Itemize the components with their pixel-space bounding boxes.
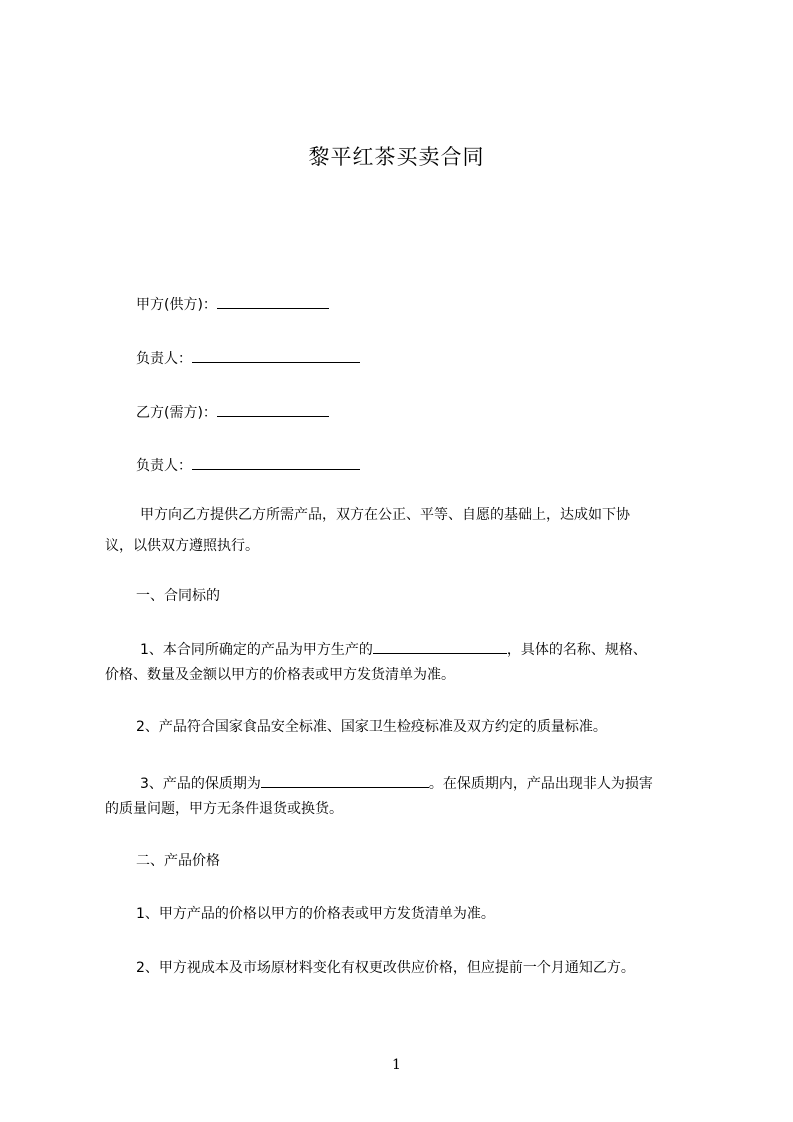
party-b-rep-line: [136, 454, 360, 476]
shelf-life-blank: [261, 772, 429, 788]
party-b-rep-label: 负责人：: [136, 458, 192, 474]
s2-item2: 2、甲方视成本及市场原材料变化有权更改供应价格，但应提前一个月通知乙方。: [136, 960, 635, 976]
party-b-blank: [217, 401, 329, 417]
party-b-line: [136, 401, 329, 423]
product-name-blank: [373, 638, 507, 654]
intro-line-2: 议，以供双方遵照执行。: [105, 538, 259, 554]
party-a-label: 甲方(供方)：: [136, 297, 217, 313]
party-b-label: 乙方(需方)：: [136, 405, 217, 421]
party-a-rep-label: 负责人：: [136, 351, 192, 367]
s1-item3-post: 。在保质期内，产品出现非人为损害: [428, 776, 653, 792]
s2-item1: 1、甲方产品的价格以甲方的价格表或甲方发货清单为准。: [136, 906, 495, 922]
party-a-rep-blank: [192, 347, 360, 363]
s1-item2: 2、产品符合国家食品安全标准、国家卫生检疫标准及双方约定的质量标准。: [136, 719, 607, 735]
party-b-rep-blank: [192, 454, 360, 470]
intro-line-1: 甲方向乙方提供乙方所需产品，双方在公正、平等、自愿的基础上，达成如下协: [140, 507, 630, 523]
document-title: 黎平红茶买卖合同: [308, 145, 485, 169]
section-2-heading: 二、产品价格: [136, 853, 220, 869]
s1-item1-post: ，具体的名称、规格、: [506, 642, 647, 658]
s1-item3-pre: 3、产品的保质期为: [140, 776, 261, 792]
party-a-blank: [217, 293, 329, 309]
section-1-heading: 一、合同标的: [136, 588, 220, 604]
party-a-line: [136, 293, 329, 315]
s1-item1-line-2: 价格、数量及金额以甲方的价格表或甲方发货清单为准。: [105, 667, 455, 683]
s1-item1-line-1: [140, 638, 647, 660]
s1-item3-line-2: 的质量问题，甲方无条件退货或换货。: [105, 801, 343, 817]
party-a-rep-line: [136, 347, 360, 369]
s1-item3-line-1: [140, 772, 653, 794]
s1-item1-pre: 1、本合同所确定的产品为甲方生产的: [140, 642, 373, 658]
page-number: 1: [392, 1057, 401, 1073]
